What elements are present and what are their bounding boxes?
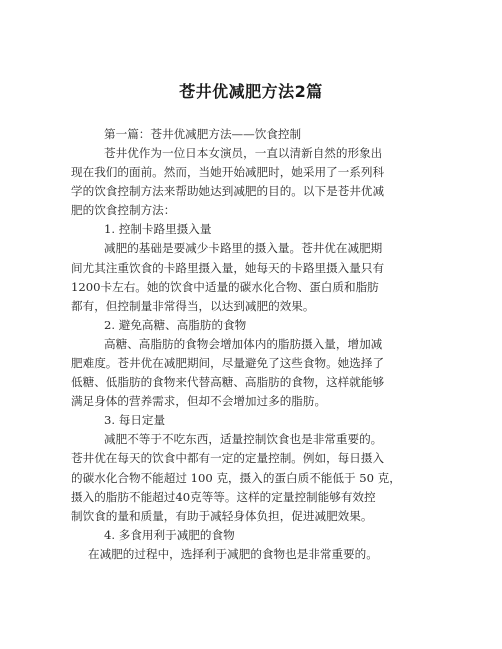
paragraph-line: 苍井优作为一位日本女演员，一直以清新自然的形象出 xyxy=(104,146,383,160)
paragraph-line: 摄入的脂肪不能超过40克等等。这样的定量控制能够有效控 xyxy=(71,490,376,504)
list-heading: 1. 控制卡路里摄入量 xyxy=(104,222,212,236)
document-title: 苍井优减肥方法2篇 xyxy=(179,82,323,101)
paragraph-line: 制饮食的量和质量，有助于减轻身体负担，促进减肥效果。 xyxy=(71,509,373,523)
paragraph-line: 现在我们的面前。然而，当她开始减肥时，她采用了一系列科 xyxy=(71,165,385,179)
paragraph-line: 高糖、高脂肪的食物会增加体内的脂肪摄入量，增加减 xyxy=(104,337,383,351)
paragraph-line: 1200卡左右。她的饮食中适量的碳水化合物、蛋白质和脂肪 xyxy=(71,280,379,294)
paragraph-line: 低糖、低脂肪的食物来代替高糖、高脂肪的食物，这样就能够 xyxy=(71,375,385,389)
list-heading: 2. 避免高糖、高脂肪的食物 xyxy=(104,318,247,332)
paragraph-line: 减肥不等于不吃东西，适量控制饮食也是非常重要的。 xyxy=(104,432,383,446)
paragraph-line: 在减肥的过程中，选择利于减肥的食物也是非常重要的。 xyxy=(88,547,378,561)
paragraph-line: 苍井优在每天的饮食中都有一定的定量控制。例如，每日摄入 xyxy=(71,451,385,465)
paragraph-line: 减肥的基础是要减少卡路里的摄入量。苍井优在减肥期 xyxy=(104,241,383,255)
paragraph-line: 肥难度。苍井优在减肥期间，尽量避免了这些食物。她选择了 xyxy=(71,356,385,370)
paragraph-line: 的碳水化合物不能超过 100 克，摄入的蛋白质不能低于 50 克， xyxy=(71,471,401,485)
section-heading: 第一篇：苍井优减肥方法——饮食控制 xyxy=(104,127,302,141)
paragraph-line: 学的饮食控制方法来帮助她达到减肥的目的。以下是苍井优减 xyxy=(71,184,385,198)
paragraph-line: 肥的饮食控制方法： xyxy=(71,203,176,217)
list-heading: 4. 多食用利于减肥的食物 xyxy=(104,528,235,542)
paragraph-line: 满足身体的营养需求，但却不会增加过多的脂肪。 xyxy=(71,394,327,408)
paragraph-line: 间尤其注重饮食的卡路里摄入量，她每天的卡路里摄入量只有 xyxy=(71,261,385,275)
list-heading: 3. 每日定量 xyxy=(104,413,166,427)
paragraph-line: 都有，但控制量非常得当，以达到减肥的效果。 xyxy=(71,299,315,313)
